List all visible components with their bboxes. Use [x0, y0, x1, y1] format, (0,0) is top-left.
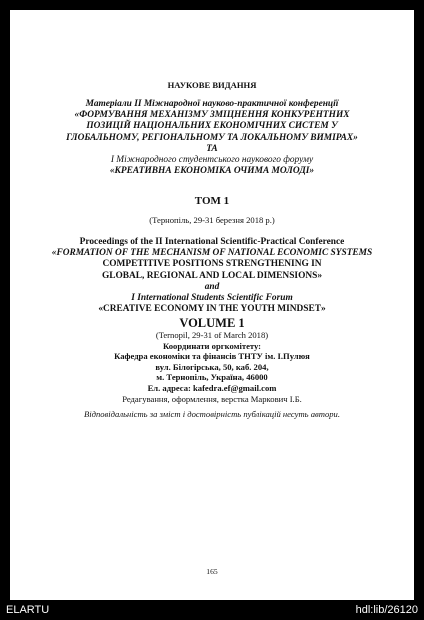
ua-place-date: (Тернопіль, 29-31 березня 2018 р.) [149, 215, 275, 225]
en-forum-intro: I International Students Scientific Forum [131, 293, 293, 304]
en-conference-block [10, 237, 414, 315]
ua-and-connector: ТА [206, 143, 218, 154]
ua-conference-block [10, 99, 414, 177]
footer-handle: hdl:lib/26120 [355, 604, 418, 616]
en-forum-title: «CREATIVE ECONOMY IN THE YOUTH MINDSET» [98, 304, 326, 315]
en-volume: VOLUME 1 [179, 316, 245, 330]
page-number: 165 [206, 567, 218, 576]
ua-volume: ТОМ 1 [194, 195, 230, 207]
ua-conference-title-line: ПОЗИЦІЙ НАЦІОНАЛЬНИХ ЕКОНОМІЧНИХ СИСТЕМ У [86, 121, 338, 132]
ua-forum-title: «КРЕАТИВНА ЕКОНОМІКА ОЧИМА МОЛОДІ» [109, 166, 315, 177]
ua-forum-intro: I Міжнародного студентського наукового форуму [110, 155, 314, 166]
footer-bar [0, 600, 424, 620]
ua-conference-title-line: «ФОРМУВАННЯ МЕХАНІЗМУ ЗМІЦНЕННЯ КОНКУРЕНТНИХ [74, 110, 350, 121]
document-page [10, 10, 414, 600]
ua-conference-intro: Матеріали II Міжнародної науково-практичної конференції [85, 99, 339, 109]
contacts-heading: Координати оргкомітету: [162, 340, 262, 351]
ua-conference-title-line: ГЛОБАЛЬНОМУ, РЕГІОНАЛЬНОМУ ТА ЛОКАЛЬНОМУ ВИМІРАХ» [66, 132, 358, 143]
contacts-line: м. Тернопіль, Україна, 46000 [156, 372, 268, 383]
editing-credit: Редагування, оформлення, верстка Маркович І.Б. [122, 393, 302, 404]
contacts-line: вул. Білогірська, 50, каб. 204, [155, 361, 269, 372]
en-place-contacts-block [10, 330, 414, 404]
en-conference-title-line: COMPETITIVE POSITIONS STRENGTHENING IN [102, 259, 322, 270]
en-place-date: (Ternopil, 29-31 of March 2018) [155, 330, 269, 340]
publication-heading: НАУКОВЕ ВИДАННЯ [167, 80, 257, 90]
en-conference-intro: Proceedings of the II International Scientific-Practical Conference [79, 237, 345, 247]
en-conference-title-line: GLOBAL, REGIONAL AND LOCAL DIMENSIONS» [101, 270, 323, 281]
responsibility-note: Відповідальність за зміст і достовірність публікацій несуть автори. [83, 409, 340, 419]
contacts-email: Ел. адреса: kafedra.ef@gmail.com [147, 382, 277, 393]
en-and-connector: and [204, 281, 220, 292]
en-conference-title-line: «FORMATION OF THE MECHANISM OF NATIONAL ECONOMIC SYSTEMS [51, 248, 373, 259]
footer-repository-name: ELARTU [6, 604, 50, 616]
contacts-line: Кафедра економіки та фінансів ТНТУ ім. І.Пулюя [114, 351, 310, 362]
